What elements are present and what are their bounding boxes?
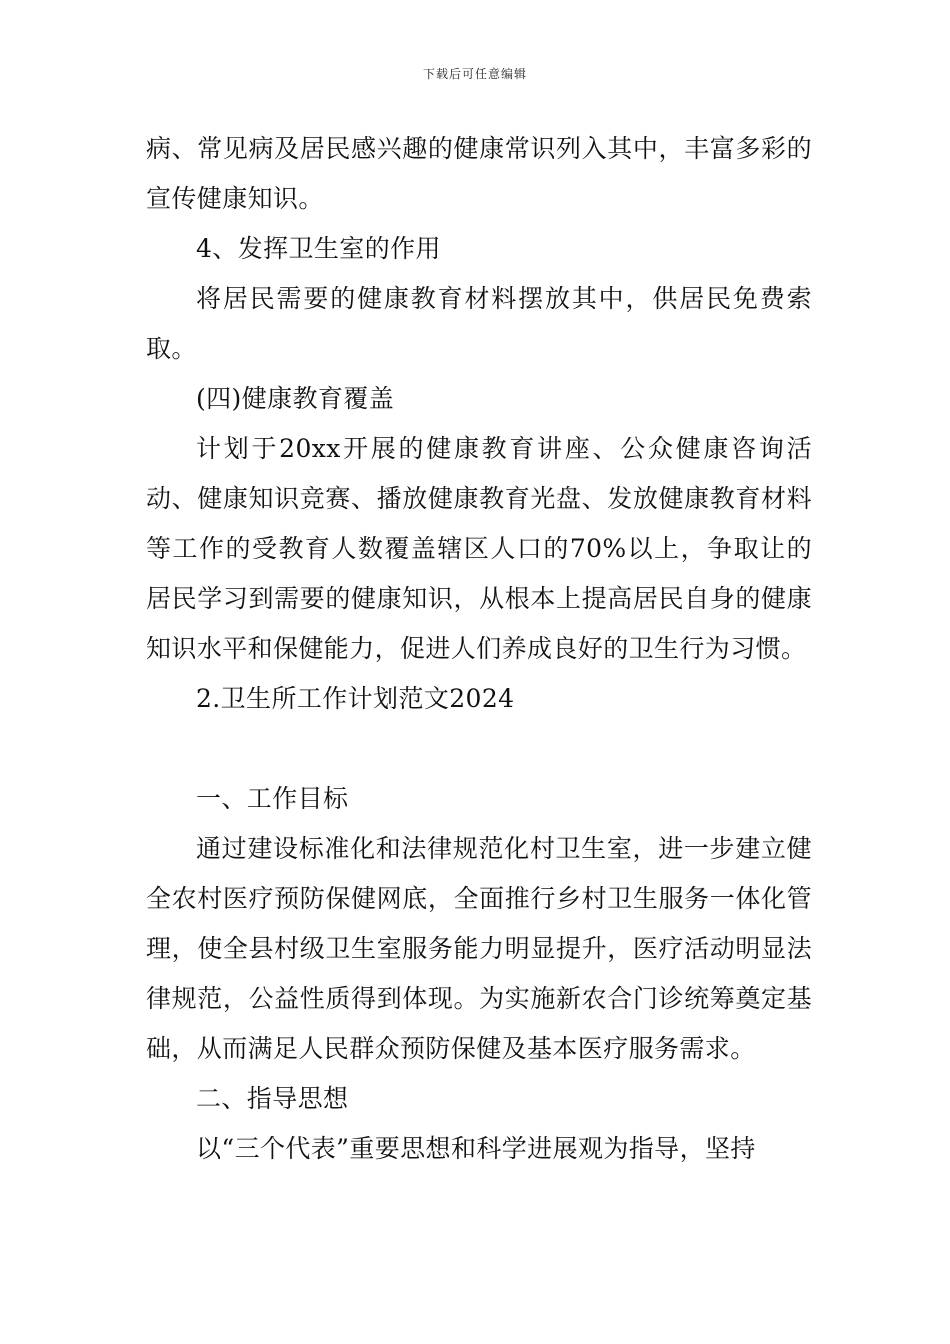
paragraph-6: 一、工作目标 <box>196 784 349 813</box>
paragraph-7: 通过建设标准化和法律规范化村卫生室，进一步建立健全农村医疗预防保健网底，全面推行乡村卫生服务一体化管理，使全县村级卫生室服务能力明显提升，医疗活动明显法律规范，公益性质得到体现。为实施新农合门诊统筹奠定基础，从而满足人民群众预防保健及基本医疗服务需求。 <box>146 834 812 1063</box>
page-header: 下载后可任意编辑 <box>422 67 527 81</box>
paragraph-5: 计划于20xx开展的健康教育讲座、公众健康咨询活动、健康知识竞赛、播放健康教育光盘、发放健康教育材料等工作的受教育人数覆盖辖区人口的70%以上，争取让的居民学习到需要的健康知识，从根本上提高居民自身的健康知识水平和保健能力，促进人们养成良好的卫生行为习惯。 <box>146 434 812 663</box>
blank-line <box>146 724 812 774</box>
paragraph-4: (四)健康教育覆盖 <box>196 384 395 413</box>
paragraph-2: 4、发挥卫生室的作用 <box>196 234 441 263</box>
section-heading: 2.卫生所工作计划范文2024 <box>196 684 515 713</box>
paragraph-3: 将居民需要的健康教育材料摆放其中，供居民免费索取。 <box>146 284 812 363</box>
paragraph-1: 病、常见病及居民感兴趣的健康常识列入其中，丰富多彩的宣传健康知识。 <box>146 134 812 213</box>
paragraph-9: 以“三个代表”重要思想和科学进展观为指导，坚持 <box>196 1134 756 1163</box>
paragraph-8: 二、指导思想 <box>196 1084 349 1113</box>
document-body <box>146 124 812 1174</box>
